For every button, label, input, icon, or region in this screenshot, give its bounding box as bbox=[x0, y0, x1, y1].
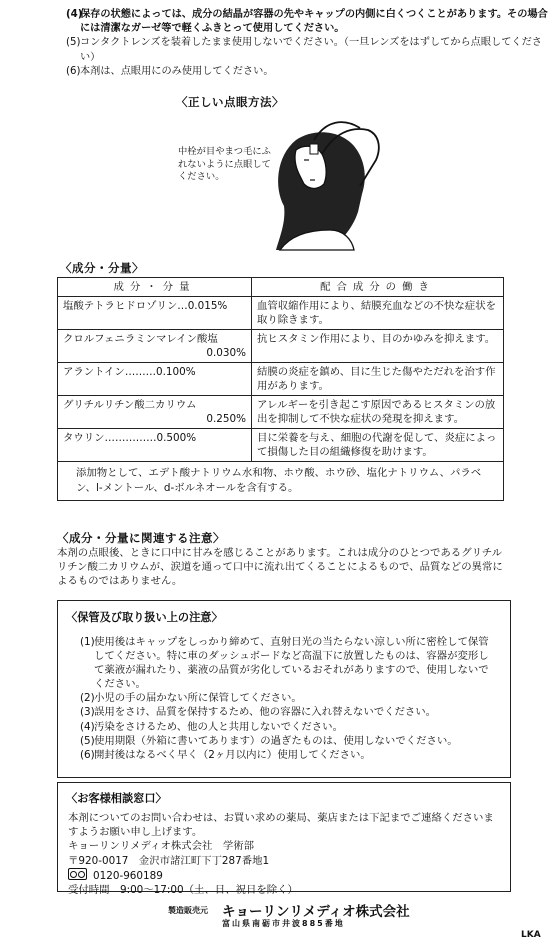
note-item: (5) コンタクトレンズを装着したまま使用しないでください。（一旦レンズをはずしてから点眼してください） bbox=[66, 37, 542, 63]
ingredient-amount: 0.100% bbox=[156, 366, 196, 378]
table-row bbox=[58, 429, 504, 462]
method-caption: 中栓が目やまつ毛にふれないように点眼してください。 bbox=[178, 146, 271, 183]
contact-phone: 0120-960189 bbox=[93, 869, 163, 882]
note-item: (6) 本剤は、点眼用にのみ使用してください。 bbox=[66, 65, 274, 77]
header-effect: 配合成分の働き bbox=[252, 278, 504, 297]
table-row bbox=[58, 396, 504, 429]
table-row bbox=[58, 363, 504, 396]
company-address: 富山県南砺市井波885番地 bbox=[222, 919, 345, 928]
contact-address: 〒920-0017 金沢市諸江町下丁287番地1 bbox=[68, 854, 270, 867]
ingredient-effect: 結膜の炎症を鎮め、目に生じた傷やただれを治す作用があります。 bbox=[252, 363, 504, 396]
header-name: 成分・分量 bbox=[58, 278, 252, 297]
contact-box bbox=[57, 782, 511, 897]
additives-note: 添加物として、エデト酸ナトリウム水和物、ホウ酸、ホウ砂、塩化ナトリウム、パラベン、l-メントール、d-ボルネオールを含有する。 bbox=[58, 462, 504, 501]
list-item: (1) 使用後はキャップをしっかり締めて、直射日光の当たらない涼しい所に密栓して保管してください。特に車のダッシュボードなど高温下に放置したものは、容器が変形して薬液が漏れたり、薬液の品質が劣化しているおそれがありますので、使用しないでください。 bbox=[80, 636, 489, 691]
ingredient-name: クロルフェニラミンマレイン酸塩 bbox=[63, 333, 218, 345]
table-row bbox=[58, 297, 504, 330]
ingredient-name: 塩酸テトラヒドロゾリン… bbox=[63, 300, 188, 312]
list-item: (2) 小児の手の届かない所に保管してください。 bbox=[80, 692, 302, 705]
ingredient-amount: 0.030% bbox=[206, 347, 246, 359]
table-row bbox=[58, 330, 504, 363]
document-code: LKA bbox=[521, 930, 541, 940]
ingredient-amount: 0.500% bbox=[156, 432, 197, 444]
note-item: (4) 保存の状態によっては、成分の結晶が容器の先やキャップの内側に白くつくことがあります。その場合には清潔なガーゼ等で軽くふきとって使用してください。 bbox=[66, 9, 548, 35]
ingredients-table bbox=[57, 277, 504, 501]
related-text: 本剤の点眼後、ときに口中に甘みを感じることがあります。これは成分のひとつであるグリチルリチン酸二カリウムが、涙道を通って口中に流れ出てくることによるもので、品質などの異常によるものではありません。 bbox=[57, 547, 503, 588]
table-header-row bbox=[58, 278, 504, 297]
maker-label: 製造販売元 bbox=[168, 906, 208, 915]
free-dial-icon bbox=[68, 868, 87, 880]
ingredients-title: 〈成分・分量〉 bbox=[60, 261, 144, 275]
method-title: 〈正しい点眼方法〉 bbox=[176, 95, 284, 109]
ingredient-amount: 0.250% bbox=[206, 413, 246, 425]
ingredient-effect: アレルギーを引き起こす原因であるヒスタミンの放出を抑制して不快な症状の発現を抑えます。 bbox=[252, 396, 504, 429]
storage-list bbox=[80, 635, 494, 762]
ingredient-name: グリチルリチン酸二カリウム bbox=[63, 399, 197, 411]
additives-row bbox=[58, 462, 504, 501]
list-item: (3) 誤用をさけ、品質を保持するため、他の容器に入れ替えないでください。 bbox=[80, 706, 437, 719]
contact-intro: 本剤についてのお問い合わせは、お買い求めの薬局、薬店または下記までご連絡くださいますようお願い申し上げます。 bbox=[68, 812, 494, 839]
list-item: (6) 開封後はなるべく早く（2ヶ月以内に）使用してください。 bbox=[80, 748, 371, 761]
list-item: (5) 使用期限（外箱に書いてあります）の過ぎたものは、使用しないでください。 bbox=[80, 734, 458, 747]
eye-drop-illustration bbox=[164, 118, 392, 252]
contact-title: 〈お客様相談窓口〉 bbox=[66, 792, 167, 805]
storage-title: 〈保管及び取り扱い上の注意〉 bbox=[66, 611, 223, 624]
contact-dept: キョーリンリメディオ株式会社 学術部 bbox=[68, 840, 254, 853]
ingredient-effect: 抗ヒスタミン作用により、目のかゆみを抑えます。 bbox=[252, 330, 504, 363]
ingredient-name: アラントイン……… bbox=[63, 366, 156, 378]
contact-phone-line bbox=[68, 868, 498, 883]
ingredient-effect: 血管収縮作用により、結膜充血などの不快な症状を取り除きます。 bbox=[252, 297, 504, 330]
company-name: キョーリンリメディオ株式会社 bbox=[222, 904, 410, 920]
storage-box bbox=[57, 600, 511, 778]
contact-hours: 受付時間 9:00～17:00（土、日、祝日を除く） bbox=[68, 884, 298, 897]
related-title: 〈成分・分量に関連する注意〉 bbox=[57, 531, 225, 545]
usage-notes bbox=[66, 8, 548, 79]
ingredient-amount: 0.015% bbox=[187, 300, 228, 312]
ingredient-effect: 目に栄養を与え、細胞の代謝を促して、炎症によって損傷した目の組織修復を助けます。 bbox=[252, 429, 504, 462]
contact-info bbox=[68, 811, 498, 897]
list-item: (4) 汚染をさけるため、他の人と共用しないでください。 bbox=[80, 720, 343, 733]
ingredient-name: タウリン…………… bbox=[63, 432, 157, 444]
